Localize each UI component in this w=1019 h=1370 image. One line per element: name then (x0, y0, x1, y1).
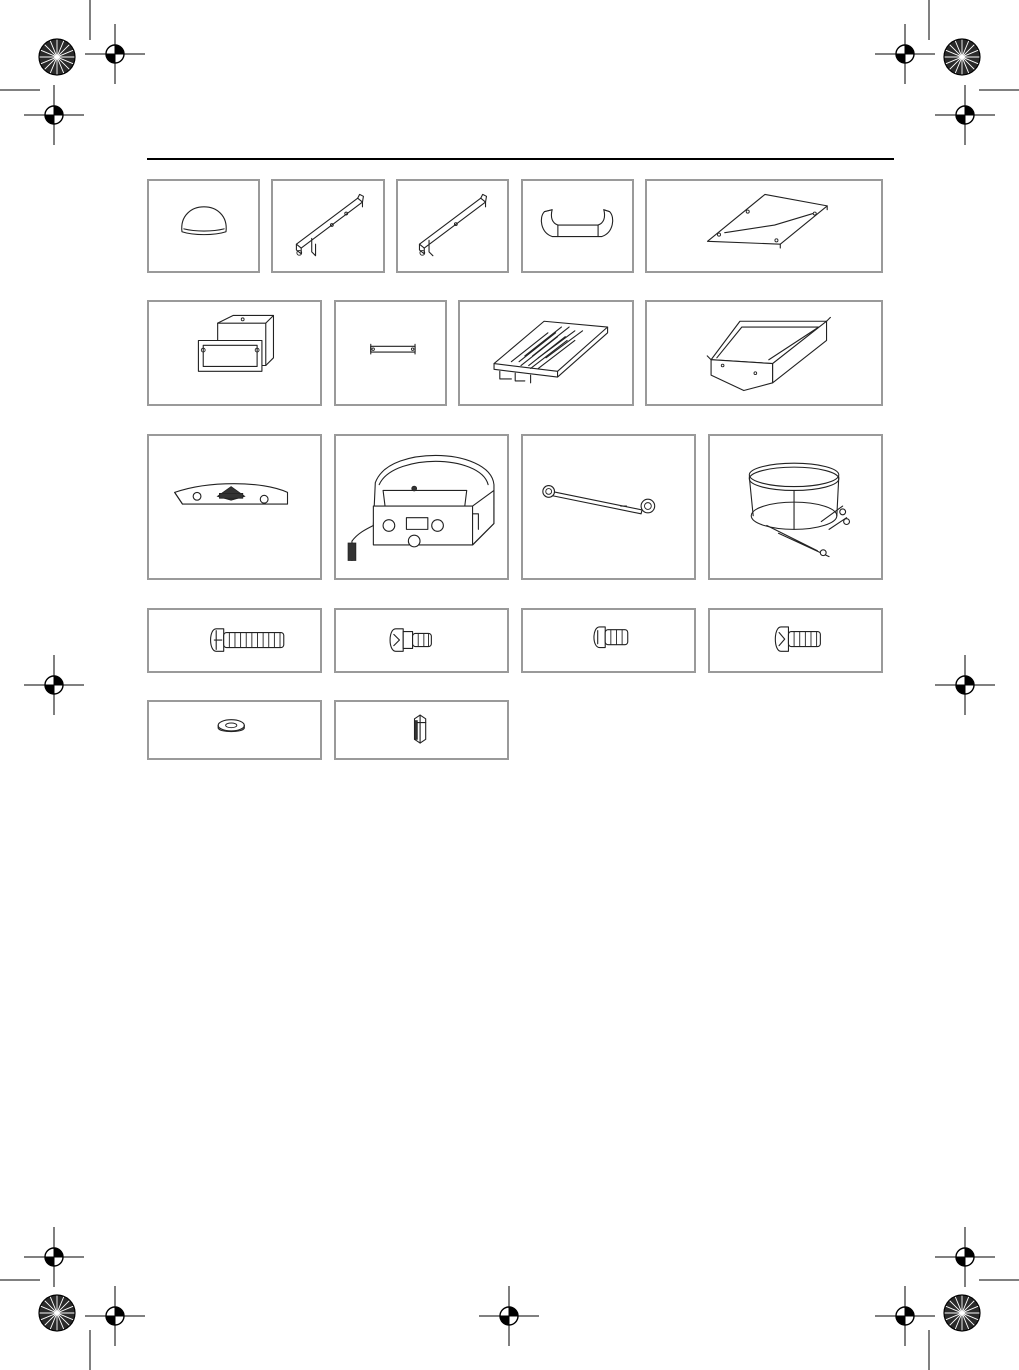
part-panel-nut (334, 700, 509, 760)
part-panel-front-logo-panel (147, 434, 322, 580)
part-panel-handle-grip (521, 179, 634, 273)
part-panel-grease-cup (147, 179, 260, 273)
nut-icon (336, 702, 507, 758)
part-panel-bottom-tray (645, 300, 883, 406)
handle-grip-icon (523, 181, 632, 271)
header-rule (147, 158, 894, 160)
part-panel-heat-shield-plate (645, 179, 883, 273)
bottom-tray-icon (647, 302, 881, 404)
side-bracket-icon (149, 302, 320, 404)
part-panel-towel-bar (521, 434, 696, 580)
short-bolt-icon (336, 610, 507, 671)
part-panel-side-bracket (147, 300, 322, 406)
part-panel-grill-head (334, 434, 509, 580)
part-panel-slotted-tray (458, 300, 634, 406)
support-rail-right-icon (398, 181, 507, 271)
grill-head-icon (336, 436, 507, 578)
slotted-tray-icon (460, 302, 632, 404)
front-logo-panel-icon (149, 436, 320, 578)
tank-holder-frame-icon (710, 436, 881, 578)
part-panel-washer (147, 700, 322, 760)
part-panel-cross-bar (334, 300, 447, 406)
long-bolt-icon (149, 610, 320, 671)
washer-icon (149, 702, 320, 758)
cross-bar-icon (336, 302, 445, 404)
part-panel-short-bolt (334, 608, 509, 673)
heat-shield-plate-icon (647, 181, 881, 271)
part-panel-medium-bolt (708, 608, 883, 673)
part-panel-support-rail-right (396, 179, 509, 273)
towel-bar-icon (523, 436, 694, 578)
medium-bolt-icon (710, 610, 881, 671)
small-bolt-icon (523, 610, 694, 671)
grease-cup-icon (149, 181, 258, 271)
part-panel-long-bolt (147, 608, 322, 673)
support-rail-left-icon (273, 181, 383, 271)
part-panel-support-rail-left (271, 179, 385, 273)
part-panel-tank-holder-frame (708, 434, 883, 580)
part-panel-small-bolt (521, 608, 696, 673)
